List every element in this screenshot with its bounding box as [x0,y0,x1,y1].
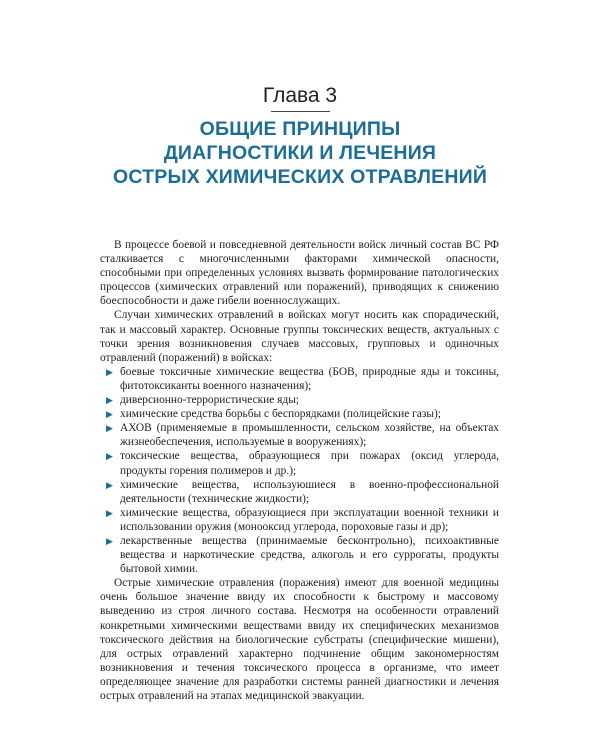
list-item [100,478,499,506]
triangle-bullet-icon: ▶ [106,409,113,420]
list-item-text: лекарственные вещества (принимаемые бесконтрольно), психоактивные вещества и наркотические средства, алкоголь и его суррогаты, продукты бытовой химии. [120,534,499,576]
list-item-text: химические вещества, используюшиеся в военно-профессиональной деятельности (технические жидкости); [120,478,499,505]
paragraph: Острые химические отравления (поражения) имеют для военной медицины очень большое значение ввиду их способности к быстрому и массовому выведению из строя личного состава. Несмотря на особенности отравлений конкретными химическими веществами ввиду их специфических механизмов токсического действия на биологические субстраты (специфические мишени), для острых отравлений характерно подчинение общим закономерностям возникновения и течения токсического процесса в организме, что имеет определяющее значение для разработки системы ранней диагностики и лечения острых отравлений на этапах медицинской эвакуации. [100,577,499,702]
chapter-title-line: ОБЩИЕ ПРИНЦИПЫ [199,118,401,140]
triangle-bullet-icon: ▶ [106,535,113,546]
triangle-bullet-icon: ▶ [106,366,113,377]
list-item [100,534,499,576]
list-item [100,407,499,421]
list-item-text: токсические вещества, образующиеся при пожарах (оксид углерода, продукты горения полимеров и др.); [120,450,499,477]
triangle-bullet-icon: ▶ [106,451,113,462]
list-item-text: диверсионно-террористические яды; [120,394,300,407]
list-item [100,449,499,477]
chapter-label: Глава 3 [262,84,338,107]
list-item [100,506,499,534]
paragraph: Случаи химических отравлений в войсках могут носить как спорадический, так и массовый характер. Основные группы токсических веществ, актуальных с точки зрения возникновения случаев массовых, групповых и одиночных отравлений (поражений) в войсках: [100,309,499,364]
chapter-title [0,117,600,189]
chapter-title-line: ДИАГНОСТИКИ И ЛЕЧЕНИЯ [163,142,437,164]
list-item [100,421,499,449]
list-item-text: химические вещества, образующиеся при эксплуатации военной техники и использовании оружия (монооксид углерода, пороховые газы и др); [120,506,499,533]
paragraph: В процессе боевой и повседневной деятельности войск личный состав ВС РФ сталкивается с многочисленными факторами химической опасности, способными при определенных условиях вызвать формирование патологических процессов (химических отравлений или поражений), приводящих к снижению боеспособности и даже гибели военнослужащих. [100,239,499,308]
toxic-substances-list [100,365,499,576]
list-item-text: АХОВ (применяемые в промышленности, сельском хозяйстве, на объектах жизнеобеспечения, используемые в вооружениях); [120,422,499,449]
body-text [100,238,499,703]
triangle-bullet-icon: ▶ [106,423,113,434]
list-item-text: химические средства борьбы с беспорядками (полицейские газы); [120,408,441,421]
triangle-bullet-icon: ▶ [106,507,113,518]
chapter-label-underline [271,111,330,112]
triangle-bullet-icon: ▶ [106,479,113,490]
list-item [100,365,499,393]
list-item-text: боевые токсичные химические вещества (БОВ, природные яды и токсины, фитотоксиканты военного назначения); [120,365,499,392]
list-item [100,393,499,407]
chapter-title-line: ОСТРЫХ ХИМИЧЕСКИХ ОТРАВЛЕНИЙ [112,166,488,188]
triangle-bullet-icon: ▶ [106,395,113,406]
